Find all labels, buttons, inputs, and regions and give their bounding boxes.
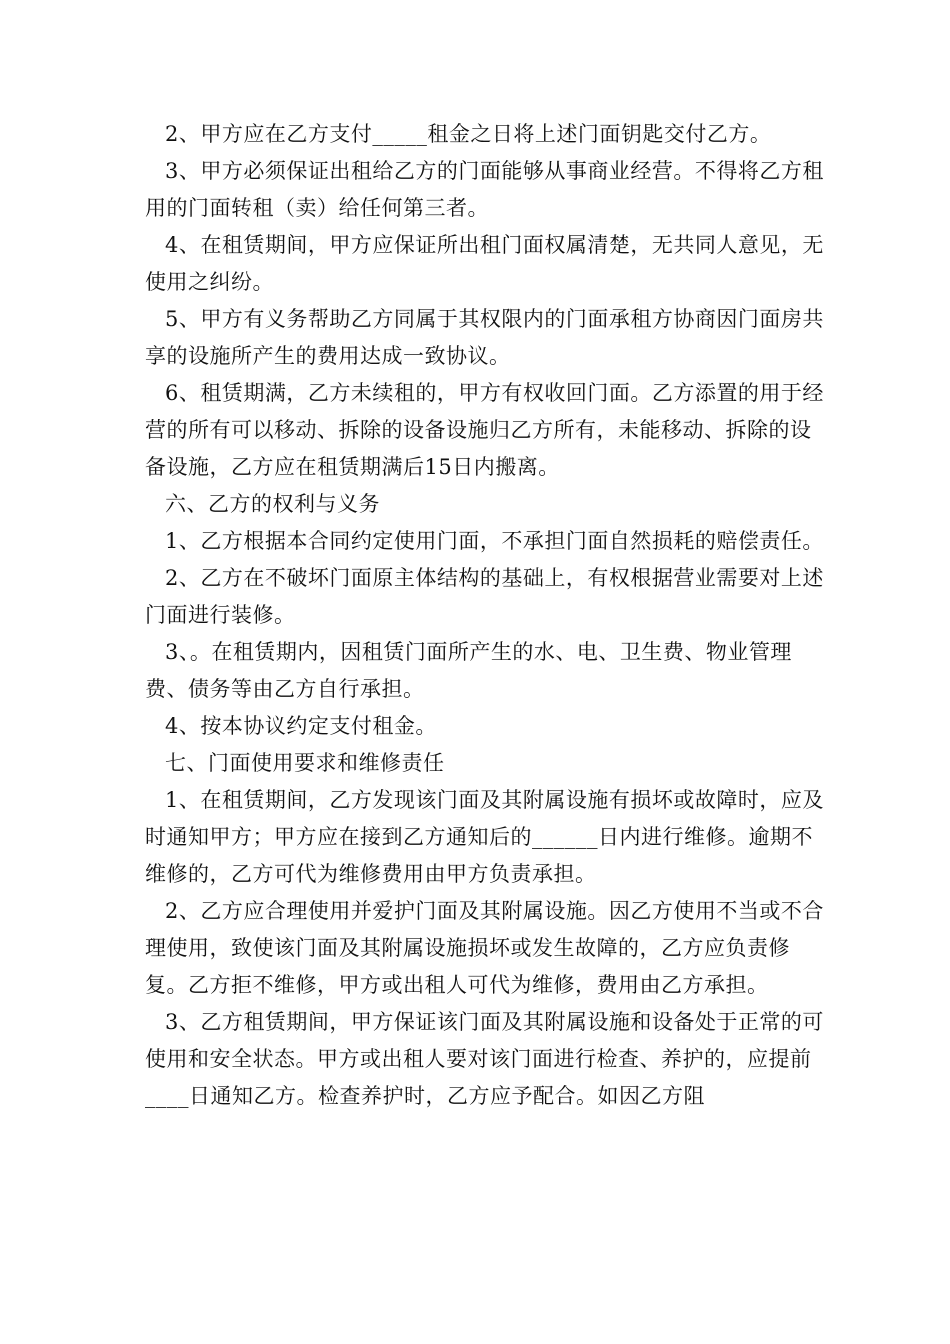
section-heading-tenant-rights: 六、乙方的权利与义务 bbox=[165, 492, 380, 516]
clause-maintenance-1: 1、在租赁期间，乙方发现该门面及其附属设施有损坏或故障时，应及时通知甲方；甲方应在接到乙方通知后的______日内进行维修。逾期不维修的，乙方可代为维修费用由甲方负责承担。 bbox=[145, 788, 824, 886]
section-heading-maintenance: 七、门面使用要求和维修责任 bbox=[165, 751, 445, 775]
contract-body bbox=[145, 116, 825, 1115]
clause-tenant-1: 1、乙方根据本合同约定使用门面，不承担门面自然损耗的赔偿责任。 bbox=[165, 529, 824, 553]
clause-maintenance-3: 3、乙方租赁期间，甲方保证该门面及其附属设施和设备处于正常的可使用和安全状态。甲方或出租人要对该门面进行检查、养护的，应提前____日通知乙方。检查养护时，乙方应予配合。如因乙方阻 bbox=[145, 1010, 824, 1108]
clause-maintenance-2: 2、乙方应合理使用并爱护门面及其附属设施。因乙方使用不当或不合理使用，致使该门面及其附属设施损坏或发生故障的，乙方应负责修复。乙方拒不维修，甲方或出租人可代为维修，费用由乙方承担。 bbox=[145, 899, 824, 997]
clause-landlord-5: 5、甲方有义务帮助乙方同属于其权限内的门面承租方协商因门面房共享的设施所产生的费用达成一致协议。 bbox=[145, 307, 824, 368]
clause-landlord-3: 3、甲方必须保证出租给乙方的门面能够从事商业经营。不得将乙方租用的门面转租（卖）给任何第三者。 bbox=[145, 159, 824, 220]
clause-landlord-4: 4、在租赁期间，甲方应保证所出租门面权属清楚，无共同人意见，无使用之纠纷。 bbox=[145, 233, 824, 294]
clause-landlord-6: 6、租赁期满，乙方未续租的，甲方有权收回门面。乙方添置的用于经营的所有可以移动、拆除的设备设施归乙方所有，未能移动、拆除的设备设施，乙方应在租赁期满后15日内搬离。 bbox=[145, 381, 824, 479]
clause-tenant-3: 3、。在租赁期内，因租赁门面所产生的水、电、卫生费、物业管理费、债务等由乙方自行承担。 bbox=[145, 640, 792, 701]
clause-landlord-2: 2、甲方应在乙方支付_____租金之日将上述门面钥匙交付乙方。 bbox=[165, 122, 772, 146]
clause-tenant-2: 2、乙方在不破坏门面原主体结构的基础上，有权根据营业需要对上述门面进行装修。 bbox=[145, 566, 824, 627]
clause-tenant-4: 4、按本协议约定支付租金。 bbox=[165, 714, 437, 738]
